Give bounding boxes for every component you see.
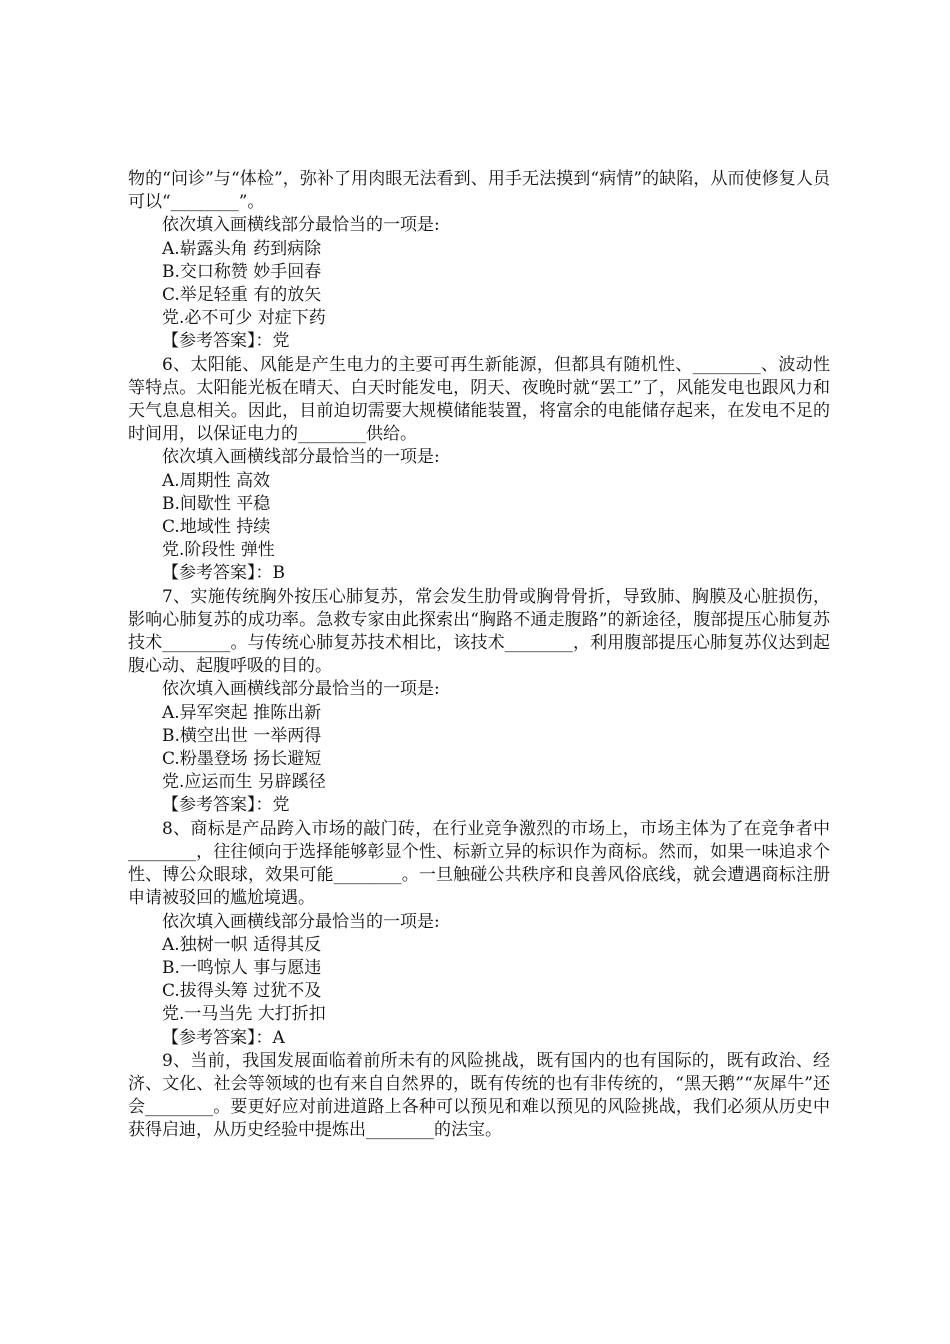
question-7-option-b: B.横空出世 一举两得 (162, 725, 322, 746)
question-6-stem: 6、太阳能、风能是产生电力的主要可再生新能源，但都具有随机性、________、波动性等特点。太阳能光板在晴天、白天时能发电，阴天、夜晚时就“罢工”了，风能发电也跟风力和天气息息相关。因此，目前迫切需要大规模储能装置，将富余的电能储存起来，在发电不足的时间用，以保证电力的________供给。 (128, 354, 830, 445)
question-5-prompt: 依次填入画横线部分最恰当的一项是: (162, 215, 440, 236)
question-8-option-a: A.独树一帜 适得其反 (162, 934, 322, 955)
question-5-option-d: 党.必不可少 对症下药 (162, 308, 326, 329)
question-7-option-a: A.异军突起 推陈出新 (162, 702, 322, 723)
question-6-answer: 【参考答案】：B (162, 563, 285, 584)
question-8-option-d: 党.一马当先 大打折扣 (162, 1004, 326, 1025)
question-6-option-a: A.周期性 高效 (162, 470, 271, 491)
question-6-option-d: 党.阶段性 弹性 (162, 540, 275, 561)
document-page (128, 168, 830, 1143)
question-5-option-c: C.举足轻重 有的放矢 (162, 285, 322, 306)
question-5-stem: 物的“问诊”与“体检”，弥补了用肉眼无法看到、用手无法摸到“病情”的缺陷，从而使修复人员可以“________”。 (128, 169, 830, 213)
question-8-option-c: C.拔得头筹 过犹不及 (162, 981, 322, 1002)
question-5-option-b: B.交口称赞 妙手回春 (162, 261, 322, 282)
question-7-stem: 7、实施传统胸外按压心肺复苏，常会发生肋骨或胸骨骨折，导致肺、胸膜及心脏损伤，影响心肺复苏的成功率。急救专家由此探索出“胸路不通走腹路”的新途径，腹部提压心肺复苏技术________。与传统心肺复苏技术相比，该技术________，利用腹部提压心肺复苏仪达到起腹心动、起腹呼吸的目的。 (128, 586, 830, 677)
question-8-option-b: B.一鸣惊人 事与愿违 (162, 957, 322, 978)
question-8-prompt: 依次填入画横线部分最恰当的一项是: (162, 911, 440, 932)
question-7-answer: 【参考答案】：党 (162, 795, 290, 816)
question-8-stem: 8、商标是产品跨入市场的敲门砖，在行业竞争激烈的市场上，市场主体为了在竞争者中________，往往倾向于选择能够彰显个性、标新立异的标识作为商标。然而，如果一味追求个性、博公众眼球，效果可能________。一旦触碰公共秩序和良善风俗底线，就会遭遇商标注册申请被驳回的尴尬境遇。 (128, 818, 830, 909)
question-5-answer: 【参考答案】：党 (162, 331, 290, 352)
question-6-option-c: C.地域性 持续 (162, 517, 271, 538)
question-5-option-a: A.崭露头角 药到病除 (162, 238, 322, 259)
question-7-option-c: C.粉墨登场 扬长避短 (162, 749, 322, 770)
question-8-answer: 【参考答案】：A (162, 1027, 285, 1048)
question-7-prompt: 依次填入画横线部分最恰当的一项是: (162, 679, 440, 700)
question-6-option-b: B.间歇性 平稳 (162, 493, 271, 514)
question-7-option-d: 党.应运而生 另辟蹊径 (162, 772, 326, 793)
question-6-prompt: 依次填入画横线部分最恰当的一项是: (162, 447, 440, 468)
question-9-stem: 9、当前，我国发展面临着前所未有的风险挑战，既有国内的也有国际的，既有政治、经济、文化、社会等领域的也有来自自然界的，既有传统的也有非传统的，“黑天鹅”“灰犀牛”还会________。要更好应对前进道路上各种可以预见和难以预见的风险挑战，我们必须从历史中获得启迪，从历史经验中提炼出________的法宝。 (128, 1050, 830, 1141)
